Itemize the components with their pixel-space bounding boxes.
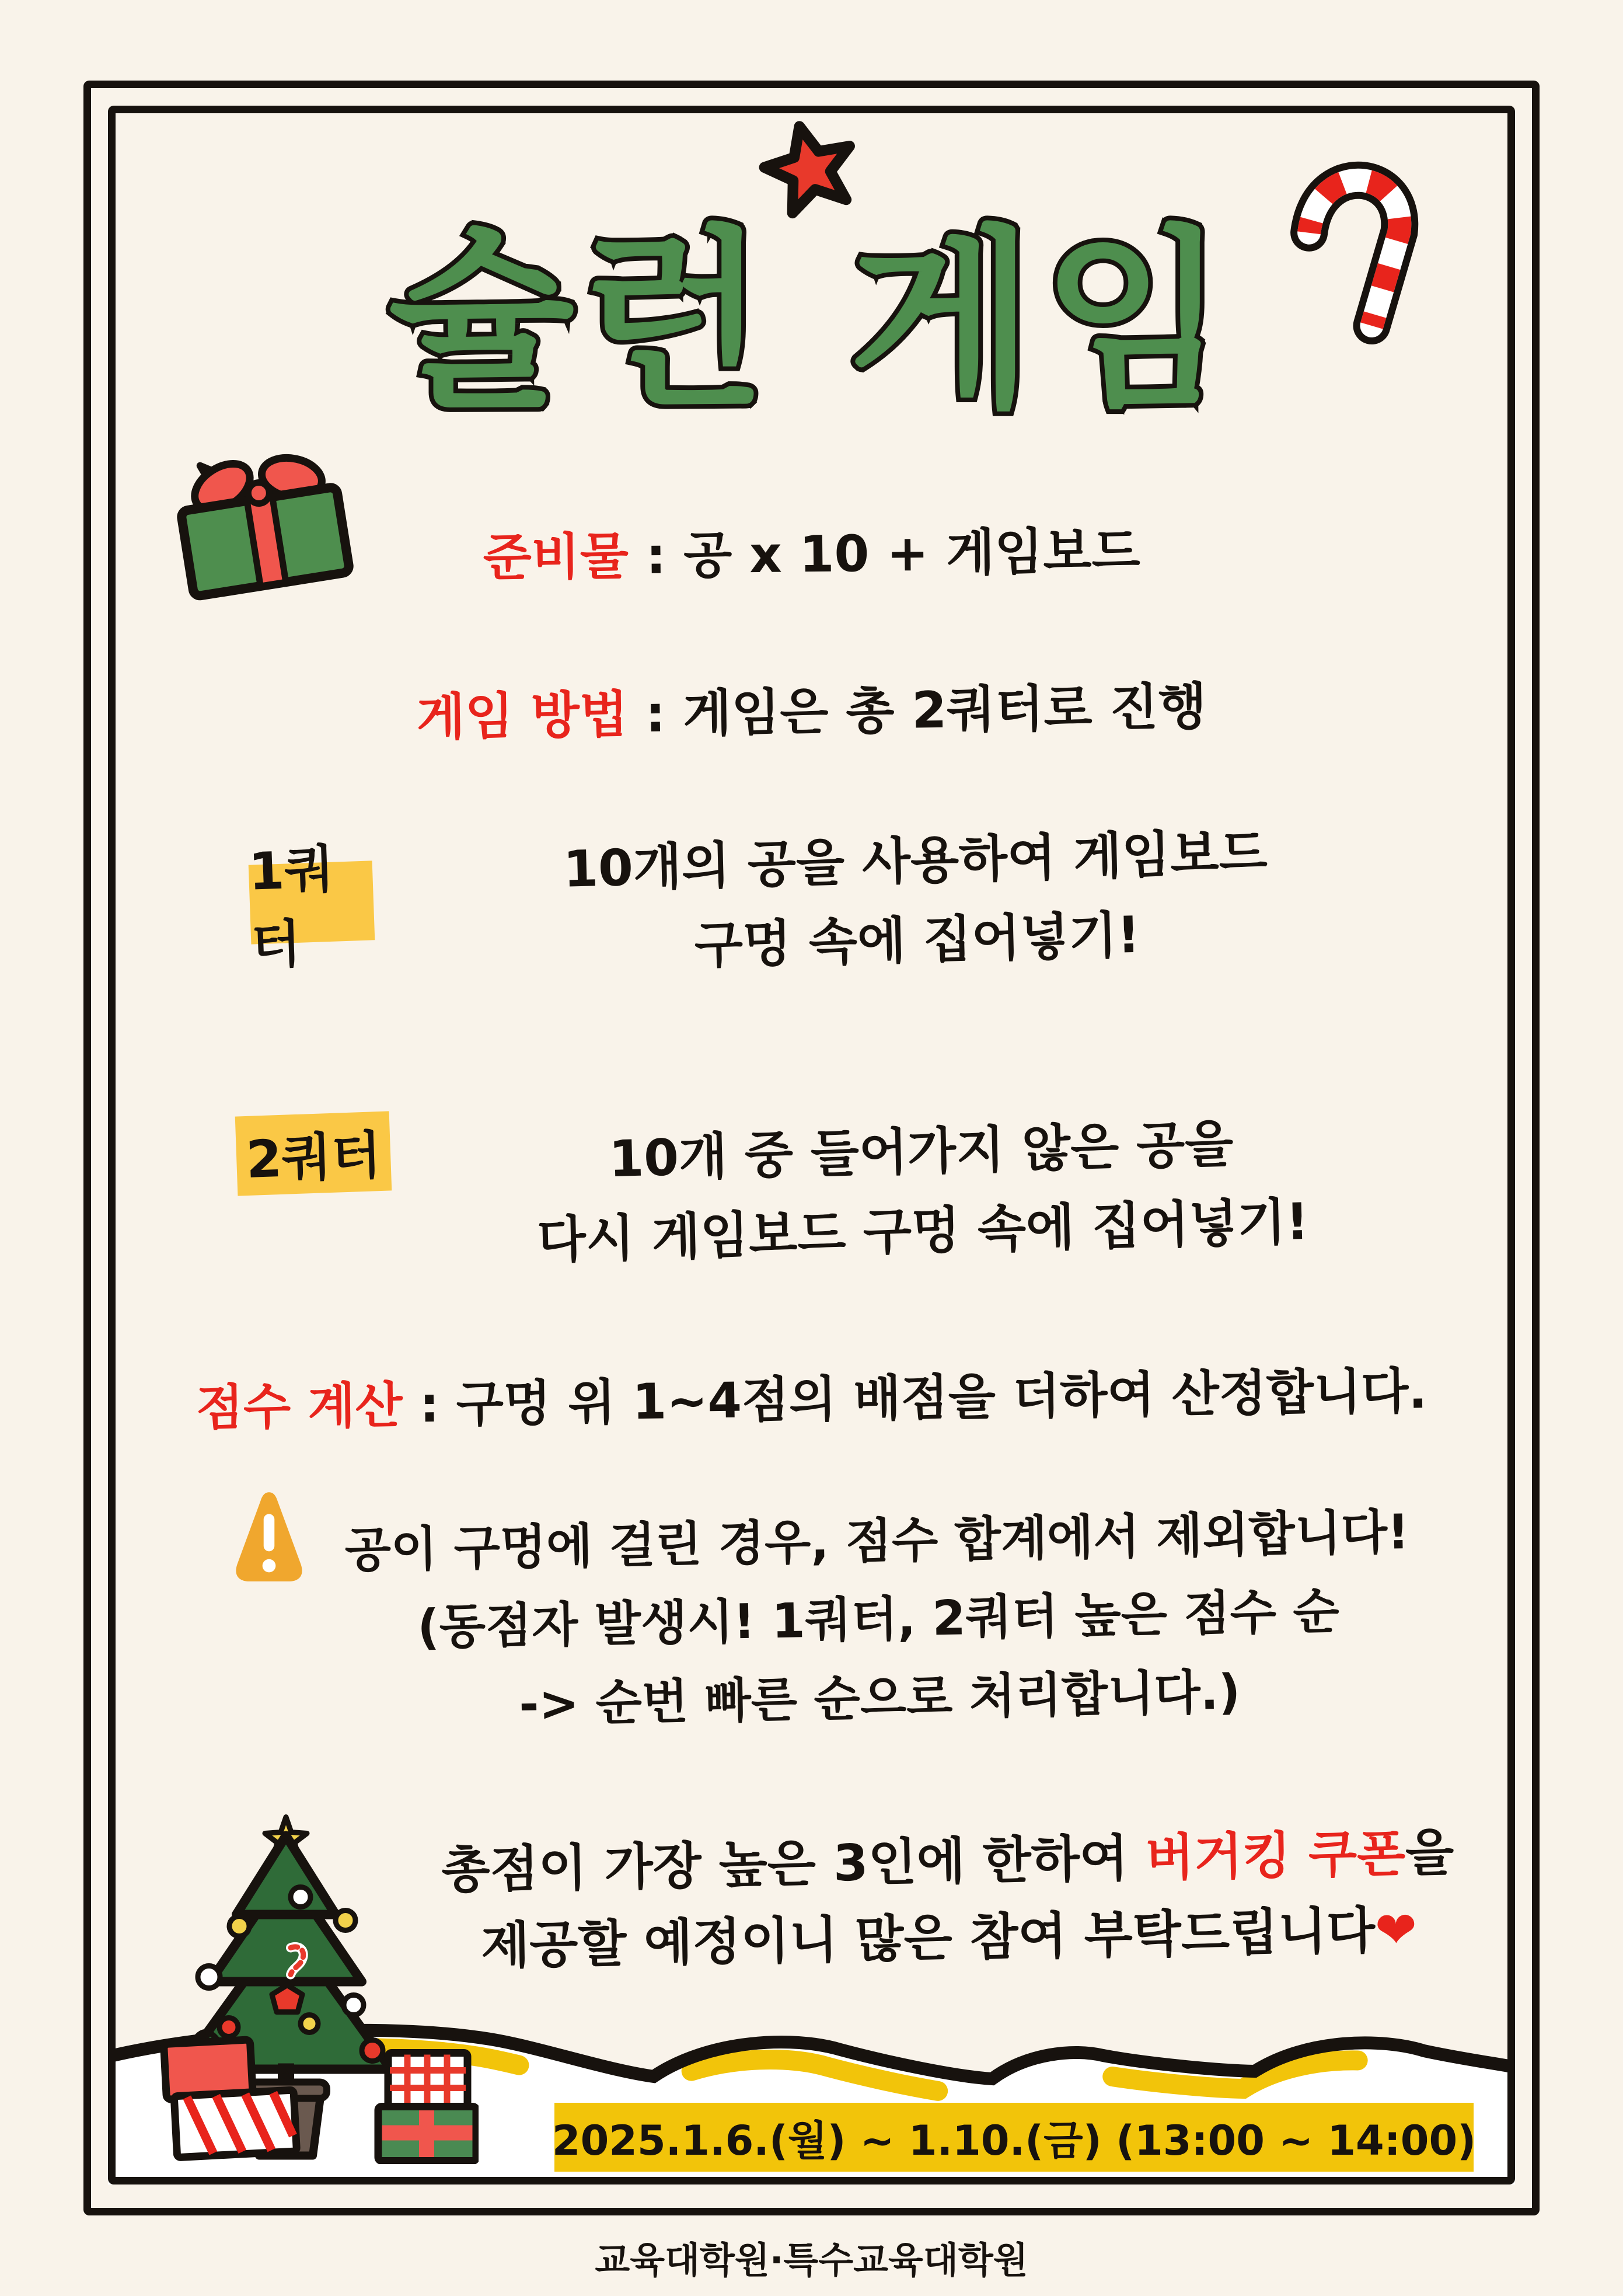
method-text: : 게임은 총 2쿼터로 진행 [627,677,1207,744]
method-line [0,660,1623,755]
gift-green-ribbon-v [419,2107,434,2161]
quarter-2-line2: 다시 게임보드 구멍 속에 집어넣기! [536,1192,1310,1270]
quarter-1-badge: 1쿼터 [249,860,375,944]
warning-text [243,1492,1514,1749]
materials-text: : 공 x 10 + 게임보드 [628,522,1140,586]
prize-line1-before: 총점이 가장 높은 3인에 한하여 [441,1829,1146,1900]
red-star-icon [759,117,861,219]
scoring-label: 점수 계산 [196,1376,403,1437]
prize-line1-after: 을 [1405,1823,1455,1883]
ornament [362,2040,383,2061]
quarter-2-badge: 2쿼터 [235,1111,392,1196]
ornament [344,1995,364,2015]
ornament [219,2018,238,2037]
prize-text [273,1812,1623,1988]
scoring-text: : 구멍 위 1~4점의 배점을 더하여 산정합니다. [402,1362,1427,1434]
quarter-1-line1: 10개의 공을 사용하여 게임보드 [563,823,1268,899]
materials-label: 준비물 [483,527,629,587]
warning-line1: 공이 구멍에 걸린 경우, 점수 합계에서 제외합니다! [344,1504,1410,1579]
quarter-2-text [442,1101,1402,1283]
ornament [198,1966,220,1988]
schedule-bar [552,2103,1477,2172]
ornament-gem [272,1985,302,2012]
warning-line3: -> 순번 빠른 순으로 처리합니다.) [518,1664,1241,1733]
prize-line2-text: 제공할 예정이니 많은 참여 부탁드립니다 [480,1901,1376,1976]
poster-title: 슐런 게임 [388,209,1235,433]
gift-stack-right [378,2053,476,2161]
scoring-line [0,1349,1623,1443]
footer-text: 교육대학원·특수교육대학원 [595,2239,1028,2281]
prize-line1-highlight: 버거킹 쿠폰 [1144,1824,1406,1888]
quarter-2-line1: 10개 중 들어가지 않은 공을 [608,1114,1234,1189]
ornament [301,2015,318,2033]
method-label: 게임 방법 [416,685,629,747]
quarter-1-line2: 구멍 속에 집어넣기! [693,905,1141,975]
quarter-1-text [424,810,1408,993]
heart-icon: ❤ [1374,1900,1418,1960]
ornament [229,1917,249,1936]
warning-line2: (동점자 발생시! 1쿼터, 2쿼터 높은 점수 순 [417,1584,1340,1656]
schedule-text: 2025.1.6.(월) ~ 1.10.(금) (13:00 ~ 14:00) [552,2116,1477,2165]
